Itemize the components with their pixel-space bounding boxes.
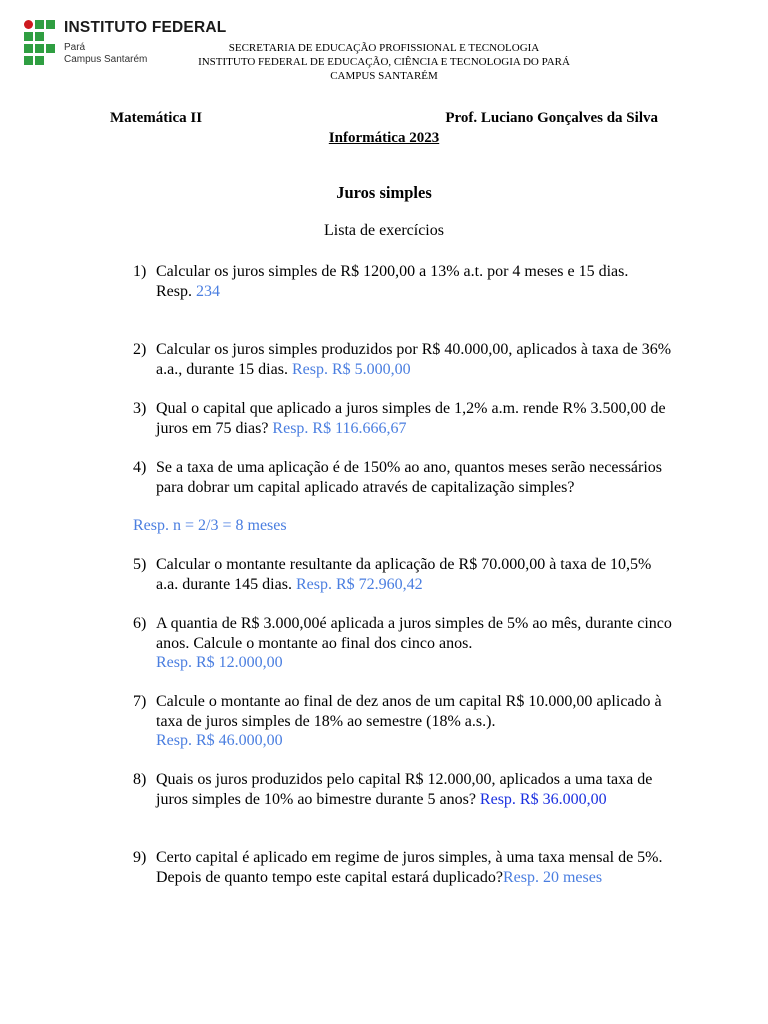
course-name <box>0 130 768 147</box>
answer-label: Resp. <box>479 790 516 808</box>
exercise-text: Quais os juros produzidos pelo capital R$ 12.000,00, aplicados a uma taxa de juros simples de 10% ao bimestre durante 5 anos? <box>156 771 653 808</box>
exercise-text: Calcular os juros simples produzidos por R$ 40.000,00, aplicados à taxa de 36% a.a., durante 15 dias. <box>156 341 672 378</box>
exercise-answer <box>133 516 287 536</box>
institutional-header <box>170 41 598 83</box>
exercise-number: 4) <box>133 459 147 476</box>
answer-value: Resp. R$ 72.960,42 <box>295 575 423 593</box>
exercise-number: 8) <box>133 771 147 788</box>
header-line-campus: CAMPUS SANTARÉM <box>330 70 438 82</box>
answer-value: Resp. R$ 12.000,00 <box>156 654 283 671</box>
answer-value: Resp. R$ 5.000,00 <box>291 360 411 378</box>
exercise-item <box>133 614 673 673</box>
course-label: Informática 2023 <box>328 130 440 146</box>
exercise-text: Calcule o montante ao final de dez anos de um capital R$ 10.000,00 aplicado à taxa de juros simples de 18% ao semestre (18% a.s.). <box>156 693 662 730</box>
logo-title: INSTITUTO FEDERAL <box>64 19 227 36</box>
exercise-text: Se a taxa de uma aplicação é de 150% ao ano, quantos meses serão necessários para dobrar um capital aplicado através de capitalização simples? <box>156 459 663 496</box>
answer-value: Resp. R$ 46.000,00 <box>156 732 283 749</box>
exercise-item <box>133 848 673 887</box>
exercise-text: Calcular o montante resultante da aplicação de R$ 70.000,00 à taxa de 10,5% a.a. durante 145 dias. <box>156 556 652 593</box>
document-title: Juros simples <box>336 183 432 202</box>
answer-value: R$ 36.000,00 <box>519 790 607 808</box>
logo-mark-icon <box>24 20 58 66</box>
subject-name: Matemática II <box>110 110 203 126</box>
exercise-number: 2) <box>133 341 147 358</box>
answer-value: Resp. R$ 116.666,67 <box>272 419 407 437</box>
exercise-text: A quantia de R$ 3.000,00é aplicada a juros simples de 5% ao mês, durante cinco anos. Calcule o montante ao final dos cinco anos. <box>156 615 672 652</box>
exercise-number: 3) <box>133 400 147 417</box>
answer-value: 234 <box>196 282 220 300</box>
exercise-number: 5) <box>133 556 147 573</box>
exercise-item <box>133 692 673 751</box>
exercise-text: Certo capital é aplicado em regime de juros simples, à uma taxa mensal de 5%. Depois de quanto tempo este capital estará duplicado? <box>156 849 663 886</box>
header-line-secretaria: SECRETARIA DE EDUCAÇÃO PROFISSIONAL E TECNOLOGIA <box>228 42 540 54</box>
exercise-item <box>133 262 673 301</box>
exercise-item <box>133 458 673 497</box>
exercise-text: Calcular os juros simples de R$ 1200,00 a 13% a.t. por 4 meses e 15 dias. <box>156 263 629 280</box>
logo-state: Pará <box>64 42 86 53</box>
answer-value: Resp. n = 2/3 = 8 meses <box>133 517 287 534</box>
document-subtitle: Lista de exercícios <box>324 222 444 239</box>
exercise-number: 6) <box>133 615 147 632</box>
teacher-name: Prof. Luciano Gonçalves da Silva <box>445 110 658 126</box>
exercise-item <box>133 399 673 438</box>
exercise-text: Qual o capital que aplicado a juros simples de 1,2% a.m. rende R% 3.500,00 de juros em 75 dias? <box>156 400 666 437</box>
exercise-item <box>133 340 673 379</box>
logo-campus: Campus Santarém <box>64 54 148 65</box>
exercise-number: 1) <box>133 263 147 280</box>
exercise-item <box>133 770 673 809</box>
header-line-institute: INSTITUTO FEDERAL DE EDUCAÇÃO, CIÊNCIA E TECNOLOGIA DO PARÁ <box>198 56 570 68</box>
exercise-number: 7) <box>133 693 147 710</box>
answer-value: Resp. 20 meses <box>502 868 603 886</box>
answer-label: Resp. <box>156 282 192 300</box>
exercise-number: 9) <box>133 849 147 866</box>
exercise-item <box>133 555 673 594</box>
